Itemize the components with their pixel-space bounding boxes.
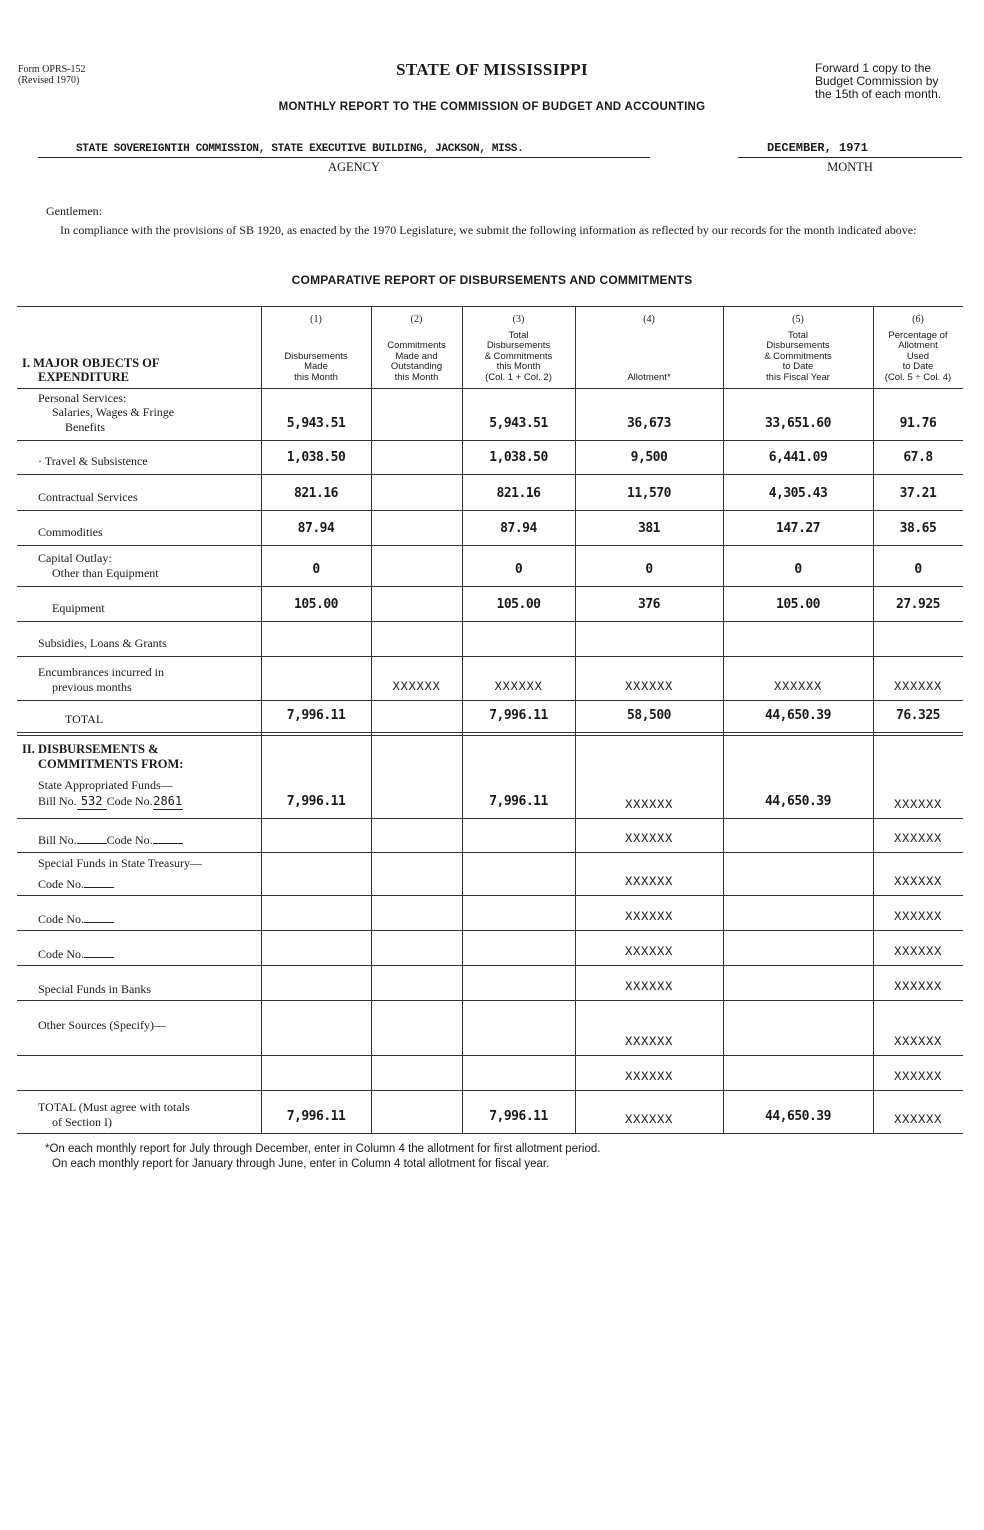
column-header-line: Allotment: [898, 340, 938, 351]
column-header-line: this Month: [294, 371, 338, 383]
filler-mark: XXXXXX: [893, 980, 942, 994]
cell-value: 7,996.11: [489, 1109, 548, 1124]
footnote: [45, 1142, 600, 1172]
agency-value: STATE SOVEREIGNTIH COMMISSION, STATE EXECUTIVE BUILDING, JACKSON, MISS.: [76, 143, 524, 155]
greeting: Gentlemen:: [46, 204, 102, 218]
column-header-line: this Fiscal Year: [766, 371, 830, 383]
code-number: [153, 843, 183, 844]
column-number: (2): [410, 314, 423, 325]
column-number: (1): [310, 314, 322, 325]
row-rule: [17, 1090, 963, 1091]
row-rule: [17, 510, 963, 511]
report-title: COMPARATIVE REPORT OF DISBURSEMENTS AND COMMITMENTS: [291, 273, 693, 287]
month-value: DECEMBER, 1971: [767, 141, 868, 155]
row-label: [38, 912, 114, 927]
row-rule: [17, 818, 963, 819]
cell-value: 7,996.11: [286, 794, 346, 809]
row-rule: [17, 852, 963, 853]
filler-mark: XXXXXX: [624, 1035, 673, 1049]
bill-label: Bill No.: [38, 794, 77, 808]
cell-value: 821.16: [294, 486, 338, 501]
filler-mark: XXXXXX: [893, 910, 942, 924]
cell-value: 376: [638, 597, 660, 612]
row-label: Salaries, Wages & Fringe: [52, 405, 175, 419]
cell-value: 38.65: [899, 521, 937, 536]
filler-mark: XXXXXX: [624, 1113, 673, 1127]
cell-value: 91.76: [899, 416, 937, 431]
filler-mark: XXXXXX: [893, 1070, 942, 1084]
cell-value: 0: [312, 562, 320, 577]
form-revised: (Revised 1970): [18, 75, 80, 86]
filler-mark: XXXXXX: [392, 680, 441, 694]
row-rule: [17, 700, 963, 701]
filler-mark: XXXXXX: [624, 680, 673, 694]
row-label: Contractual Services: [38, 489, 138, 504]
column-number: (6): [912, 314, 924, 325]
column-header: [261, 352, 371, 384]
cell-value: 6,441.09: [768, 450, 828, 465]
row-rule: [17, 621, 963, 622]
column-header: [371, 341, 462, 383]
cell-value: 36,673: [627, 416, 671, 431]
row-rule: [17, 440, 963, 441]
cell-value: 87.94: [297, 521, 335, 536]
cell-value: 44,650.39: [765, 708, 831, 723]
filler-mark: XXXXXX: [624, 875, 673, 889]
forward-line: Budget Commission by: [815, 74, 939, 88]
column-header: [873, 331, 963, 384]
row-rule: [17, 545, 963, 546]
code-label: Code No.: [38, 877, 84, 891]
table-bottom-rule: [17, 1133, 963, 1134]
code-label: Code No.: [106, 833, 153, 847]
row-label: Personal Services:: [38, 390, 127, 405]
cell-value: 37.21: [899, 486, 937, 501]
column-header-line: this Month: [496, 361, 541, 372]
cell-value: 44,650.39: [765, 794, 831, 809]
row-rule: [17, 1055, 963, 1056]
row-rule: [17, 895, 963, 896]
cell-value: 147.27: [776, 521, 820, 536]
column-header: [575, 373, 723, 384]
header-rule: [17, 388, 963, 389]
letter-body: In compliance with the provisions of SB 1920, as enacted by the 1970 Legislature, we submit the following information as reflected by our records for the month indicated above:: [60, 223, 917, 237]
section2-title: COMMITMENTS FROM:: [38, 757, 184, 771]
state-title: STATE OF MISSISSIPPI: [396, 60, 588, 79]
code-label: Code No.: [38, 947, 84, 961]
cell-value: 1,038.50: [286, 450, 346, 465]
row-label: Special Funds in State Treasury—: [38, 856, 202, 870]
cell-value: 105.00: [294, 597, 338, 612]
footnote-line: On each monthly report for January through June, enter in Column 4 total allotment for fiscal year.: [52, 1158, 550, 1170]
column-header-line: (Col. 1 + Col. 2): [485, 371, 552, 383]
column-header-line: Percentage of: [888, 329, 948, 341]
column-header-line: this Month: [394, 371, 439, 383]
report-subtitle: MONTHLY REPORT TO THE COMMISSION OF BUDGET AND ACCOUNTING: [278, 101, 706, 113]
column-header-line: Disbursements: [486, 340, 551, 351]
cell-value: 381: [638, 521, 660, 536]
column-header-line: Total: [508, 329, 529, 341]
bill-number: [77, 843, 107, 844]
cell-value: 27.925: [896, 597, 940, 612]
cell-value: 11,570: [627, 486, 671, 501]
code-number: [84, 922, 114, 923]
filler-mark: XXXXXX: [624, 798, 673, 812]
cell-value: 7,996.11: [286, 1109, 346, 1124]
cell-value: 0: [514, 562, 523, 577]
cell-value: 33,651.60: [765, 416, 831, 431]
column-header-line: Commitments: [387, 340, 446, 351]
total-rule: [17, 732, 963, 733]
row-rule: [17, 930, 963, 931]
column-header: [462, 331, 575, 384]
filler-mark: XXXXXX: [624, 832, 673, 846]
cell-value: 5,943.51: [286, 416, 346, 431]
filler-mark: XXXXXX: [893, 875, 942, 889]
cell-value: 1,038.50: [489, 450, 548, 465]
column-header-line: to Date: [902, 361, 934, 372]
table-top-rule: [17, 306, 963, 307]
filler-mark: XXXXXX: [893, 680, 942, 694]
cell-value: 87.94: [500, 521, 537, 536]
filler-mark: XXXXXX: [624, 1070, 673, 1084]
cell-value: 0: [914, 562, 922, 577]
column-header: [723, 331, 873, 384]
row-rule: [17, 474, 963, 475]
bill-code-line: [38, 833, 183, 848]
row-label: previous months: [52, 679, 132, 694]
row-label: Special Funds in Banks: [38, 982, 151, 996]
cell-value: 7,996.11: [489, 794, 548, 809]
column-number: (3): [512, 314, 525, 325]
cell-value: 821.16: [496, 486, 541, 501]
row-label: of Section I): [52, 1115, 112, 1129]
cell-value: 5,943.51: [489, 416, 548, 431]
code-label: Code No.: [38, 912, 84, 926]
column-header-line: Used: [906, 350, 930, 362]
filler-mark: XXXXXX: [624, 910, 673, 924]
column-header-line: Total: [787, 329, 809, 341]
code-number: 2861: [153, 794, 183, 808]
cell-value: 7,996.11: [489, 708, 548, 723]
row-label: Other Sources (Specify)—: [38, 1018, 166, 1032]
column-rule: [371, 306, 372, 1133]
column-header-line: to Date: [782, 361, 814, 372]
cell-value: 58,500: [627, 708, 671, 723]
filler-mark: XXXXXX: [624, 980, 673, 994]
row-label: Commodities: [38, 524, 103, 539]
section1-title: EXPENDITURE: [38, 370, 129, 384]
row-label: · Travel & Subsistence: [38, 453, 148, 468]
column-number: (5): [792, 314, 804, 325]
cell-value: 44,650.39: [765, 1109, 831, 1124]
code-number: [84, 887, 114, 888]
column-header-line: & Commitments: [484, 350, 553, 362]
filler-mark: XXXXXX: [893, 798, 942, 812]
filler-mark: XXXXXX: [893, 832, 942, 846]
filler-mark: XXXXXX: [893, 1113, 942, 1127]
row-label: Encumbrances incurred in: [38, 665, 164, 679]
section1-title: I. MAJOR OBJECTS OF: [22, 356, 160, 370]
row-label: TOTAL: [65, 711, 104, 726]
cell-value: 105.00: [776, 597, 820, 612]
row-label: State Appropriated Funds—: [38, 778, 173, 792]
filler-mark: XXXXXX: [494, 680, 543, 694]
row-label: [38, 947, 114, 962]
row-label: Other than Equipment: [52, 565, 159, 580]
column-header-line: Allotment*: [627, 371, 671, 383]
row-rule: [17, 656, 963, 657]
footnote-line: *On each monthly report for July through December, enter in Column 4 the allotment for first allotment period.: [45, 1143, 601, 1155]
column-header-line: & Commitments: [764, 350, 832, 362]
row-label: Benefits: [65, 419, 105, 434]
total-rule: [17, 735, 963, 736]
filler-mark: XXXXXX: [624, 945, 673, 959]
forward-line: the 15th of each month.: [815, 87, 942, 101]
filler-mark: XXXXXX: [893, 945, 942, 959]
cell-value: 4,305.43: [768, 486, 828, 501]
code-number: [84, 957, 114, 958]
forward-line: Forward 1 copy to the: [815, 61, 932, 75]
column-header-line: Made: [304, 361, 328, 372]
agency-caption: AGENCY: [327, 160, 381, 174]
filler-mark: XXXXXX: [893, 1035, 942, 1049]
section2-title: II. DISBURSEMENTS &: [22, 742, 159, 756]
bill-number: 532: [77, 794, 107, 810]
column-header-line: (Col. 5 ÷ Col. 4): [884, 371, 952, 383]
column-header-line: Made and: [395, 350, 438, 362]
cell-value: 67.8: [903, 450, 933, 465]
form-number: Form OPRS-152: [18, 64, 86, 75]
code-label: Code No.: [106, 794, 153, 808]
cell-value: 76.325: [896, 708, 940, 723]
month-caption: MONTH: [827, 160, 873, 174]
row-label: Equipment: [52, 600, 105, 615]
column-header-line: Disbursements: [766, 340, 830, 351]
row-label: TOTAL (Must agree with totals: [38, 1100, 190, 1114]
column-number: (4): [643, 314, 655, 325]
bill-label: Bill No.: [38, 833, 77, 847]
row-label: Subsidies, Loans & Grants: [38, 635, 167, 650]
row-rule: [17, 965, 963, 966]
agency-underline: [38, 157, 650, 158]
cell-value: 0: [794, 562, 802, 577]
row-label: [38, 877, 114, 892]
row-label: Capital Outlay:: [38, 551, 112, 565]
row-rule: [17, 586, 963, 587]
row-rule: [17, 1000, 963, 1001]
bill-code-line: [38, 794, 183, 810]
column-header-line: Outstanding: [390, 361, 443, 372]
filler-mark: XXXXXX: [773, 680, 822, 694]
column-header-line: Disbursements: [284, 350, 348, 362]
cell-value: 9,500: [630, 450, 668, 465]
cell-value: 7,996.11: [286, 708, 346, 723]
forward-instructions: [815, 62, 941, 101]
month-underline: [738, 157, 962, 158]
cell-value: 105.00: [496, 597, 541, 612]
cell-value: 0: [645, 562, 653, 577]
